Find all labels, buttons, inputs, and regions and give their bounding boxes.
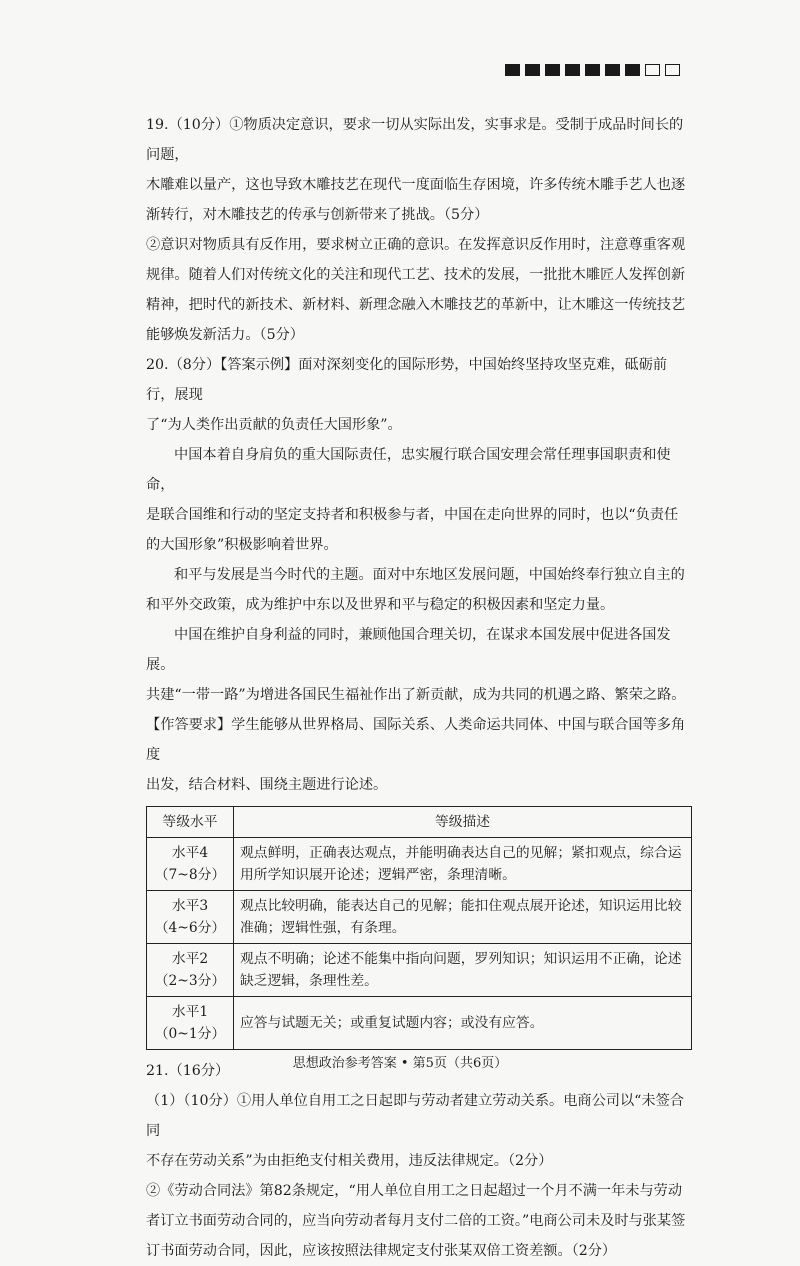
answer-line: 规律。随着人们对传统文化的关注和现代工艺、技术的发展，一批批木雕匠人发挥创新 — [146, 267, 686, 283]
level-name: 水平1 — [171, 1004, 209, 1020]
answer-line: 订书面劳动合同，因此，应该按照法律规定支付张某双倍工资差额。（2分） — [146, 1243, 617, 1259]
filled-mark — [585, 64, 600, 76]
page-footer: 思想政治参考答案 • 第5页（共6页） — [292, 1056, 508, 1071]
filled-mark — [565, 64, 580, 76]
answer-line: ②意识对物质具有反作用，要求树立正确的意识。在发挥意识反作用时，注意尊重客观 — [146, 237, 686, 253]
filled-mark — [605, 64, 620, 76]
level-name: 水平4 — [171, 845, 209, 861]
level-name: 水平3 — [171, 898, 209, 914]
answer-requirement: 出发，结合材料、围绕主题进行论述。 — [146, 777, 388, 793]
answer-requirement: 【作答要求】学生能够从世界格局、国际关系、人类命运共同体、中国与联合国等多角度 — [146, 717, 686, 763]
answer-line: 和平与发展是当今时代的主题。面对中东地区发展问题，中国始终奉行独立自主的 — [174, 567, 685, 583]
table-header: 等级水平 — [147, 807, 234, 838]
empty-mark — [645, 64, 660, 76]
level-range: （4~6分） — [154, 920, 226, 936]
table-row — [147, 944, 692, 997]
answer-line: （8分）【答案示例】面对深刻变化的国际形势，中国始终坚持攻坚克难，砥砺前行，展现 — [146, 357, 668, 403]
question-number: 19. — [146, 117, 169, 133]
level-description: 观点不明确；论述不能集中指向问题，罗列知识；知识运用不正确，论述缺乏逻辑，条理性差。 — [234, 944, 692, 997]
question-score: （16分） — [168, 1063, 230, 1079]
table-header: 等级描述 — [234, 807, 692, 838]
table-row — [147, 891, 692, 944]
table-row — [147, 997, 692, 1050]
level-range: （2~3分） — [154, 973, 226, 989]
answer-line: 中国本着自身肩负的重大国际责任，忠实履行联合国安理会常任理事国职责和使命， — [146, 447, 671, 493]
answer-line: 中国在维护自身利益的同时，兼顾他国合理关切，在谋求本国发展中促进各国发展。 — [146, 627, 671, 673]
page-marks — [505, 64, 680, 76]
answer-line: ②《劳动合同法》第82条规定，“用人单位自用工之日起超过一个月不满一年未与劳动 — [146, 1183, 683, 1199]
question-19 — [110, 110, 694, 350]
answer-line: 渐转行，对木雕技艺的传承与创新带来了挑战。（5分） — [146, 207, 489, 223]
answer-line: 了“为人类作出贡献的负责任大国形象”。 — [146, 417, 402, 433]
table-row — [147, 838, 692, 891]
level-description: 观点比较明确，能表达自己的见解；能扣住观点展开论述，知识运用比较准确；逻辑性强，有条理。 — [234, 891, 692, 944]
grading-table — [146, 806, 692, 1050]
answer-line: 精神，把时代的新技术、新材料、新理念融入木雕技艺的革新中，让木雕这一传统技艺 — [146, 297, 686, 313]
question-20 — [110, 350, 694, 1050]
answer-line: 是联合国维和行动的坚定支持者和积极参与者，中国在走向世界的同时，也以“负责任 — [146, 507, 679, 523]
filled-mark — [525, 64, 540, 76]
level-name: 水平2 — [171, 951, 209, 967]
question-number: 20. — [146, 357, 169, 373]
filled-mark — [625, 64, 640, 76]
answer-line: （10分）①物质决定意识，要求一切从实际出发，实事求是。受制于成品时间长的问题， — [146, 117, 684, 163]
answer-line: 共建“一带一路”为增进各国民生福祉作出了新贡献，成为共同的机遇之路、繁荣之路。 — [146, 687, 686, 703]
answer-line: 和平外交政策，成为维护中东以及世界和平与稳定的积极因素和坚定力量。 — [146, 597, 615, 613]
answer-line: 的大国形象”积极影响着世界。 — [146, 537, 338, 553]
question-21 — [110, 1056, 694, 1266]
answer-line: 能够焕发新活力。（5分） — [146, 327, 304, 343]
filled-mark — [545, 64, 560, 76]
answer-line: 不存在劳动关系”为由拒绝支付相关费用，违反法律规定。（2分） — [146, 1153, 553, 1169]
level-range: （0~1分） — [154, 1026, 226, 1042]
table-header-row — [147, 807, 692, 838]
level-description: 应答与试题无关；或重复试题内容；或没有应答。 — [234, 997, 692, 1050]
filled-mark — [505, 64, 520, 76]
answer-line: （1）（10分）①用人单位自用工之日起即与劳动者建立劳动关系。电商公司以“未签合同 — [146, 1093, 684, 1139]
empty-mark — [665, 64, 680, 76]
answer-content — [110, 110, 694, 1266]
level-range: （7~8分） — [154, 867, 226, 883]
question-number: 21. — [146, 1063, 169, 1079]
answer-line: 木雕难以量产，这也导致木雕技艺在现代一度面临生存困境，许多传统木雕手艺人也逐 — [146, 177, 686, 193]
answer-line: 者订立书面劳动合同的，应当向劳动者每月支付二倍的工资。”电商公司未及时与张某签 — [146, 1213, 686, 1229]
level-description: 观点鲜明，正确表达观点，并能明确表达自己的见解；紧扣观点，综合运用所学知识展开论述；逻辑严密，条理清晰。 — [234, 838, 692, 891]
